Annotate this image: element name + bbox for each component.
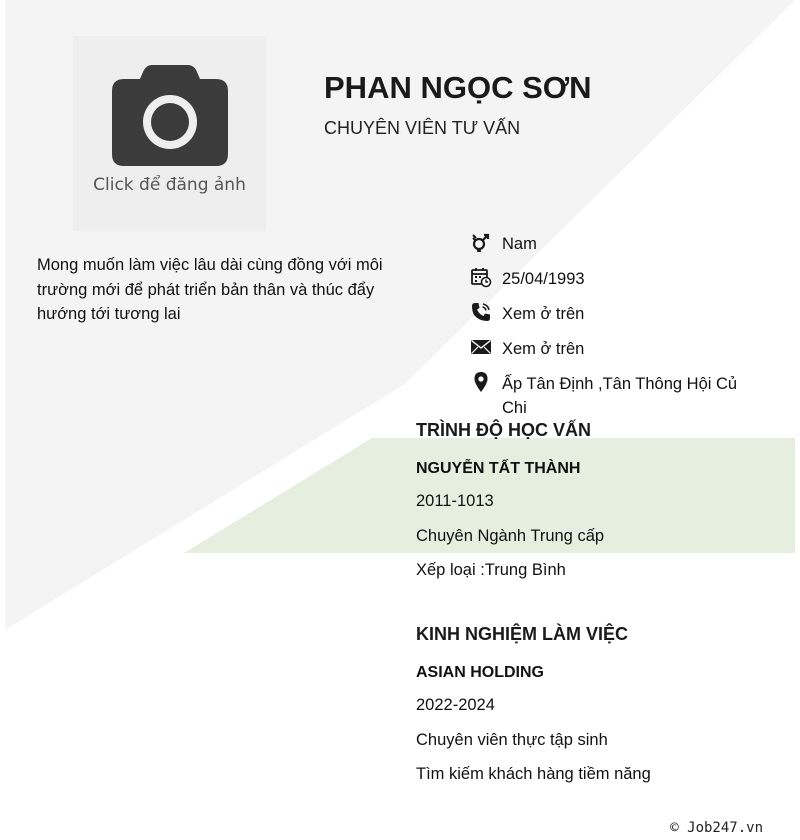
contact-phone bbox=[470, 302, 760, 326]
experience-title: KINH NGHIỆM LÀM VIỆC bbox=[416, 624, 629, 644]
location-pin-icon bbox=[470, 371, 492, 393]
candidate-name: PHAN NGỌC SƠN bbox=[324, 70, 592, 105]
contact-birthday bbox=[470, 267, 760, 291]
photo-upload-label: Click để đăng ảnh bbox=[93, 175, 246, 195]
career-objective: Mong muốn làm việc lâu dài cùng đồng với môi trường mới để phát triển bản thân và thúc đẩy hướng tới tương lai bbox=[37, 256, 383, 323]
experience-position: Chuyên viên thực tập sinh bbox=[416, 730, 608, 749]
phone-icon bbox=[470, 301, 492, 323]
experience-section bbox=[416, 624, 776, 798]
experience-company: ASIAN HOLDING bbox=[416, 664, 544, 681]
experience-task: Tìm kiếm khách hàng tiềm năng bbox=[416, 765, 651, 783]
education-school: NGUYỄN TẤT THÀNH bbox=[416, 460, 581, 477]
gender-value: Nam bbox=[502, 235, 537, 253]
email-value: Xem ở trên bbox=[502, 340, 585, 358]
contact-info bbox=[470, 232, 760, 431]
birthday-value: 25/04/1993 bbox=[502, 270, 585, 288]
education-section bbox=[416, 420, 776, 594]
gender-icon bbox=[470, 231, 492, 253]
candidate-title: CHUYÊN VIÊN TƯ VẤN bbox=[324, 118, 521, 138]
photo-upload[interactable] bbox=[73, 36, 266, 231]
address-value: Ấp Tân Định ,Tân Thông Hội Củ Chi bbox=[502, 375, 738, 417]
contact-address bbox=[470, 372, 760, 420]
contact-email bbox=[470, 337, 760, 361]
calendar-icon bbox=[470, 266, 492, 288]
footer-copyright: © Job247.vn bbox=[670, 820, 763, 836]
phone-value: Xem ở trên bbox=[502, 305, 585, 323]
education-title: TRÌNH ĐỘ HỌC VẤN bbox=[416, 420, 591, 440]
education-grade: Xếp loại :Trung Bình bbox=[416, 561, 566, 579]
camera-icon bbox=[112, 65, 228, 166]
education-period: 2011-1013 bbox=[416, 492, 494, 510]
education-major: Chuyên Ngành Trung cấp bbox=[416, 526, 605, 545]
experience-period: 2022-2024 bbox=[416, 696, 495, 714]
contact-gender bbox=[470, 232, 760, 256]
envelope-icon bbox=[470, 336, 492, 358]
